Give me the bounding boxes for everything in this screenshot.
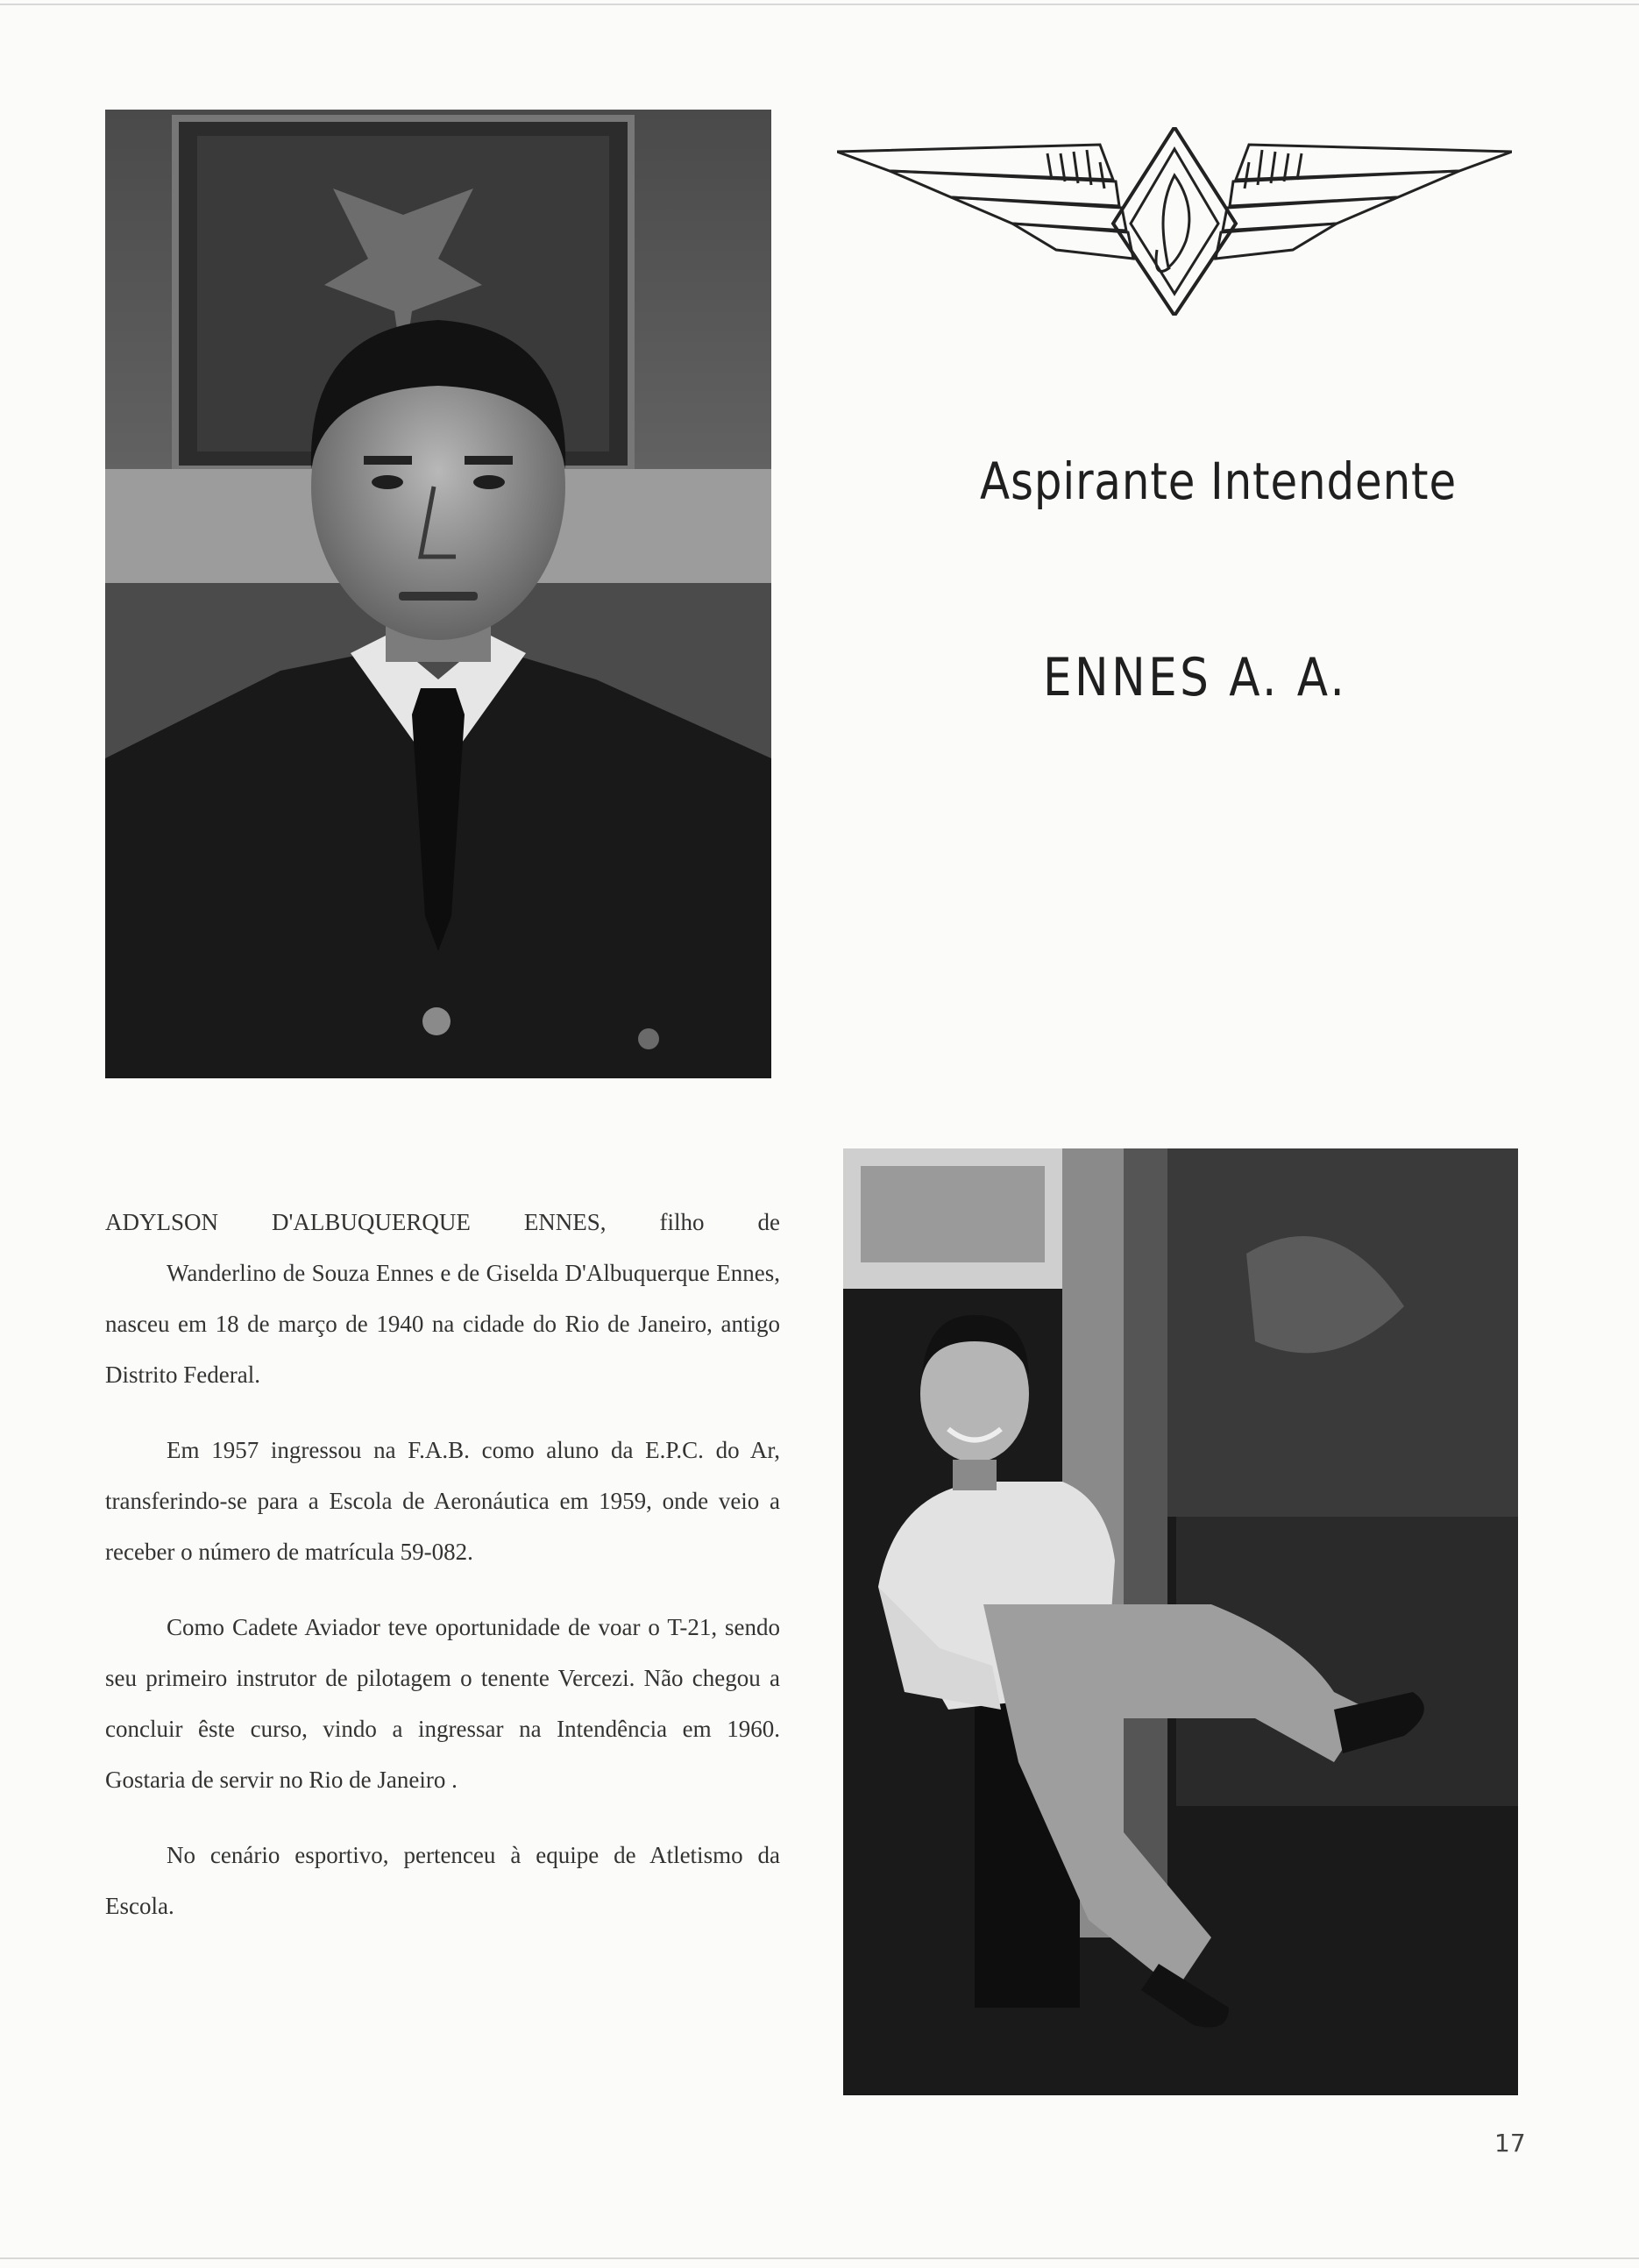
bottom-edge-rule bbox=[0, 2257, 1639, 2259]
intendente-wings-insignia bbox=[837, 127, 1512, 316]
bio-paragraph-1 bbox=[105, 1197, 780, 1400]
top-edge-rule bbox=[0, 4, 1639, 5]
bio-paragraph-1-rest: Wanderlino de Souza Ennes e de Giselda D'Albuquerque Ennes, nasceu em 18 de março de 1940 na cidade do Rio de Janeiro, antigo Distrito Federal. bbox=[105, 1260, 780, 1388]
portrait-photo-image bbox=[105, 110, 771, 1078]
bio-paragraph-2: Em 1957 ingressou na F.A.B. como aluno da E.P.C. do Ar, transferindo-se para a Escola de Aeronáutica em 1959, onde veio a receber o número de matrícula 59-082. bbox=[105, 1437, 780, 1565]
seated-photo bbox=[843, 1148, 1518, 2095]
rank-title: Aspirante Intendente bbox=[980, 451, 1458, 511]
biography-text bbox=[105, 1197, 780, 1956]
cadet-name: ENNES A. A. bbox=[1043, 647, 1348, 708]
page-number: 17 bbox=[1494, 2129, 1526, 2158]
portrait-photo bbox=[105, 110, 771, 1078]
seated-photo-image bbox=[843, 1148, 1518, 2095]
bio-paragraph-3: Como Cadete Aviador teve oportunidade de voar o T-21, sendo seu primeiro instrutor de pilotagem o tenente Vercezi. Não chegou a concluir êste curso, vindo a ingressar na Intendência em 1960. Gostaria de servir no Rio de Janeiro . bbox=[105, 1614, 780, 1793]
bio-paragraph-4: No cenário esportivo, pertenceu à equipe de Atletismo da Escola. bbox=[105, 1842, 780, 1919]
bio-paragraph-1-lead: ADYLSON D'ALBUQUERQUE ENNES, filho de bbox=[105, 1209, 780, 1235]
